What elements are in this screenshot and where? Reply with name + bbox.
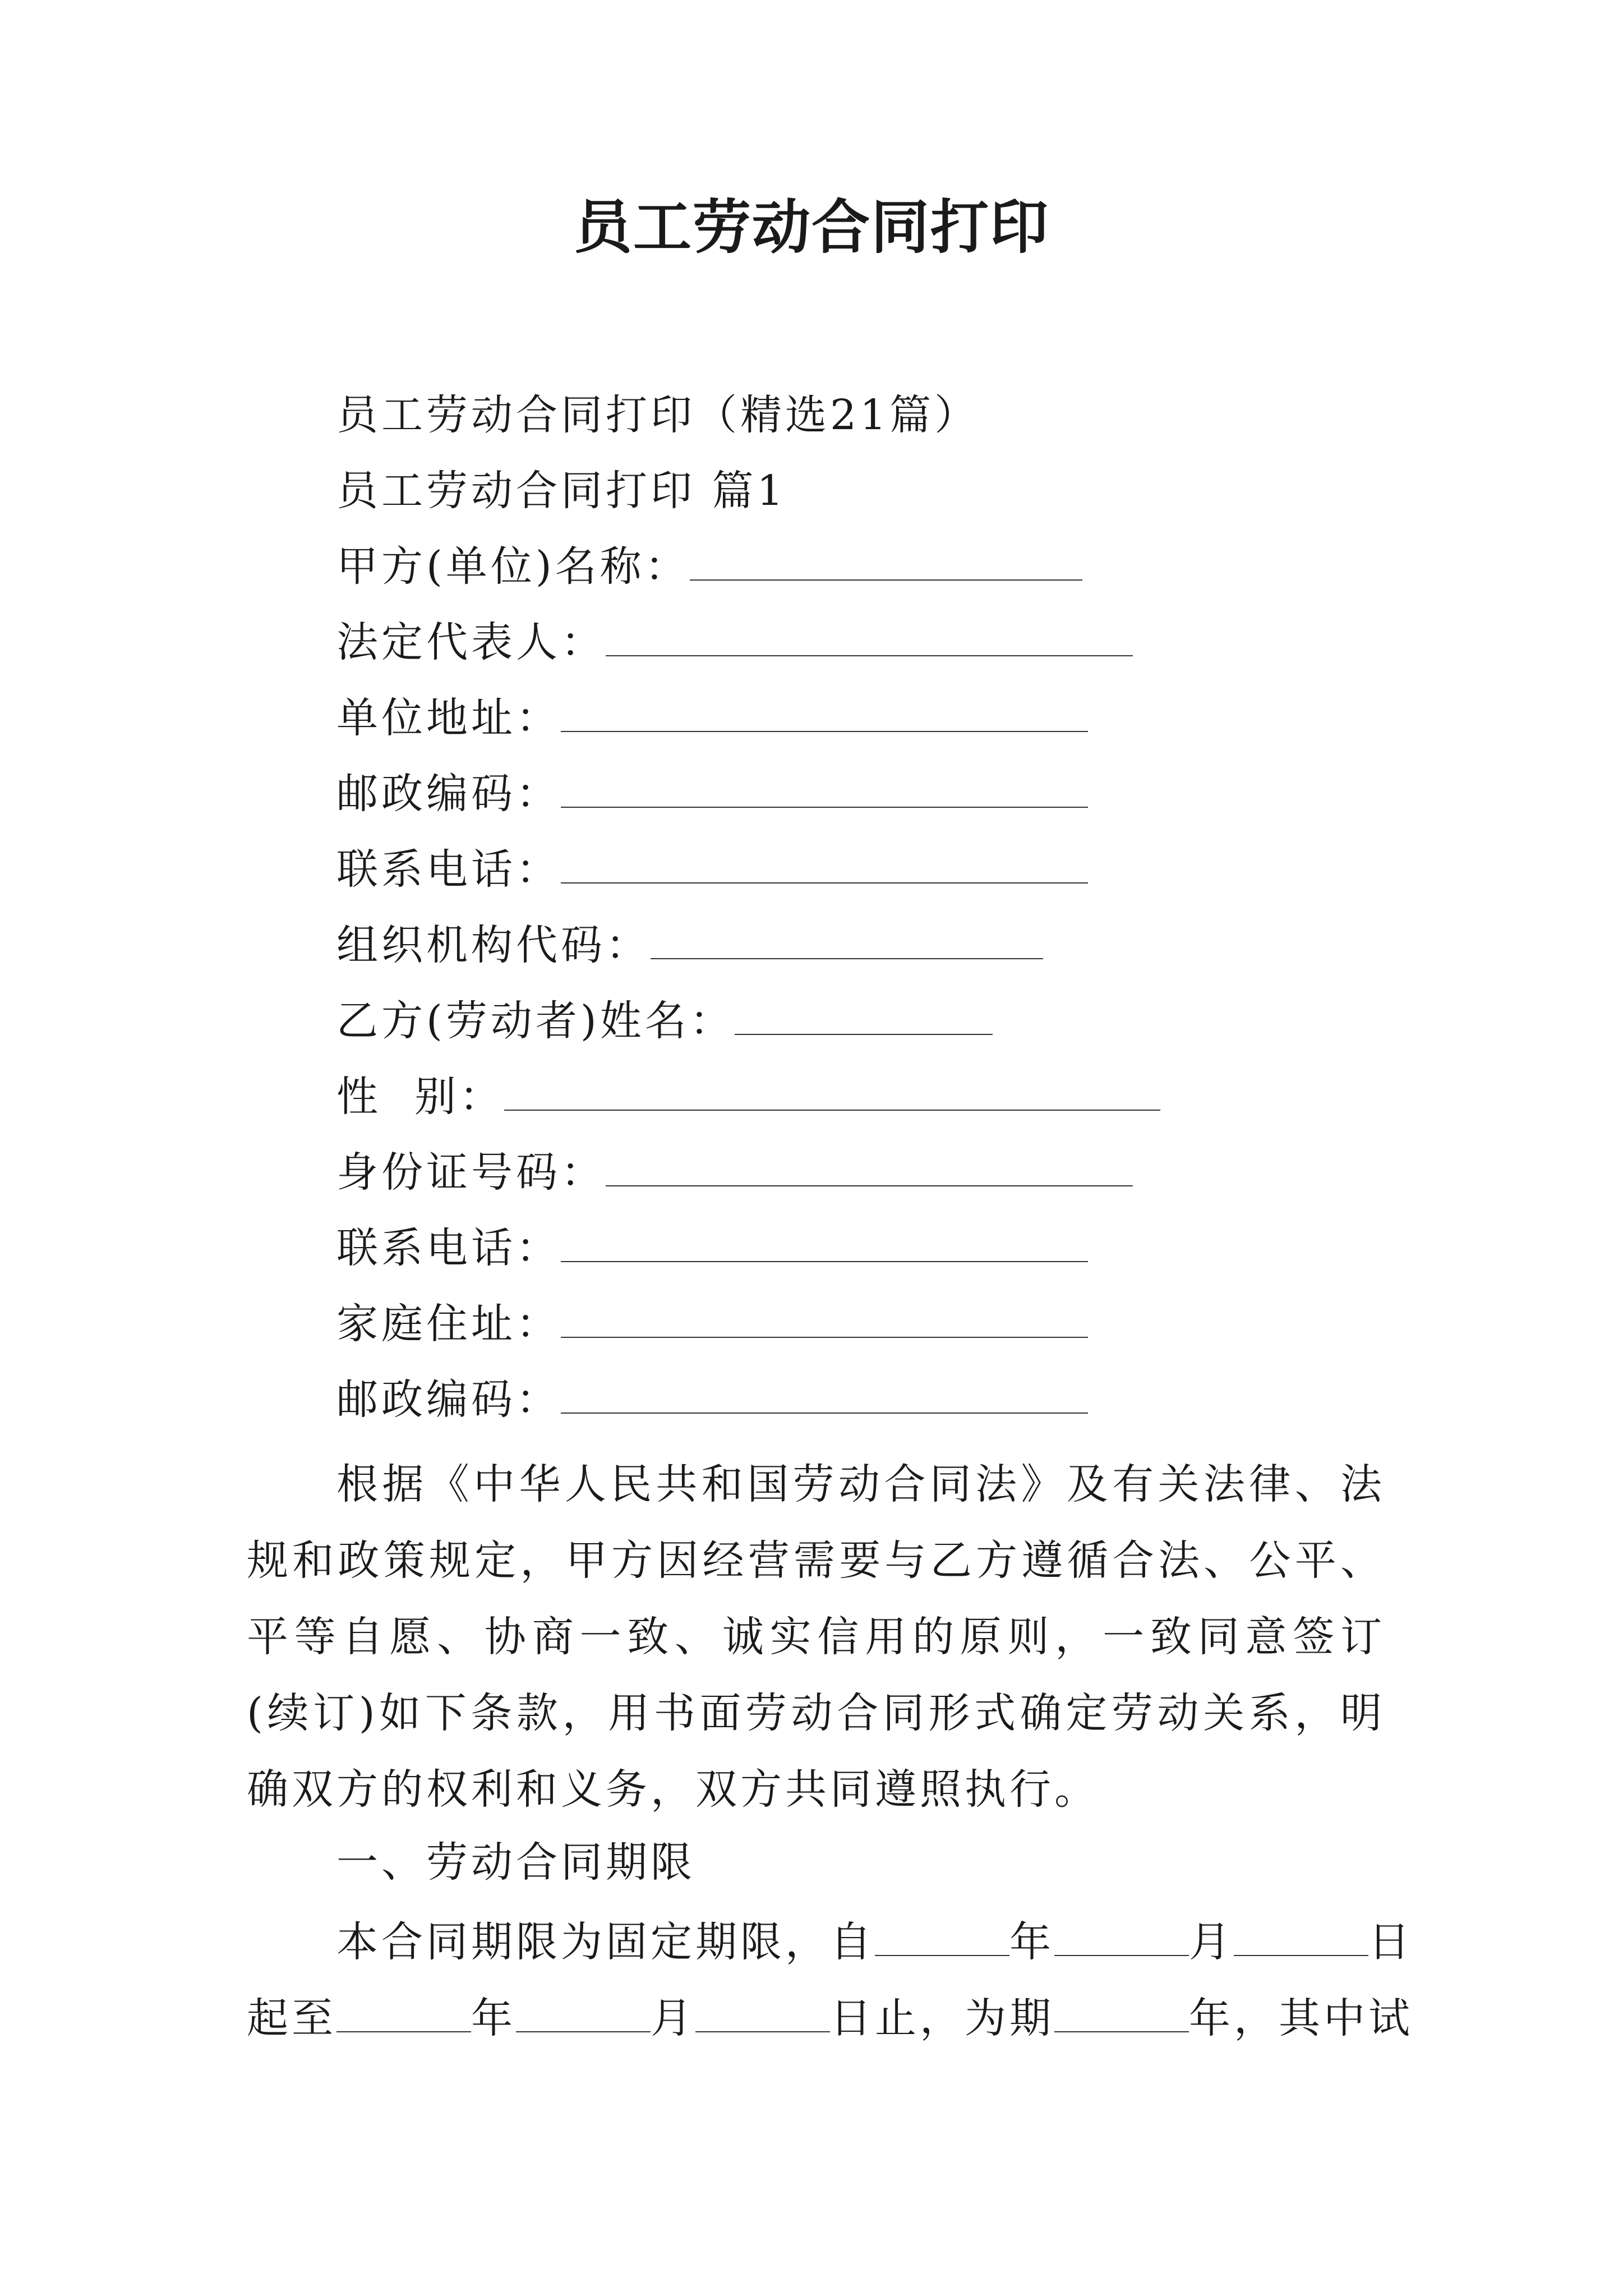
- field-party-b-name: [336, 993, 993, 1049]
- contract-term-line-2: [247, 1980, 1413, 2056]
- term-text: 年，其中试: [1189, 1994, 1413, 2042]
- fill-in-blank: [1054, 1998, 1189, 2032]
- field-party-b-postcode: [336, 1372, 1088, 1428]
- document-title: 员工劳动合同打印: [573, 193, 1049, 261]
- term-month: 月: [1189, 1918, 1234, 1966]
- document-subtitle: 员工劳动合同打印（精选21篇）: [336, 391, 980, 439]
- fill-in-blank: [336, 1998, 471, 2032]
- term-text: 起至: [247, 1994, 336, 2042]
- field-label: 联系电话：: [336, 845, 561, 894]
- field-company-postcode: [336, 766, 1088, 822]
- field-label: 家庭住址：: [336, 1300, 561, 1348]
- term-text: 日止，为期: [830, 1994, 1054, 2042]
- intro-paragraph: 根据《中华人民共和国劳动合同法》及有关法律、法规和政策规定，甲方因经营需要与乙方遵循合法、公平、平等自愿、协商一致、诚实信用的原则，一致同意签订(续订)如下条款，用书面劳动合同形式确定劳动关系，明确双方的权利和义务，双方共同遵照执行。: [247, 1460, 1385, 1814]
- field-label: 法定代表人：: [336, 618, 606, 666]
- contract-term-paragraph: [247, 1904, 1413, 2056]
- field-company-phone: [336, 841, 1088, 898]
- fill-in-blank: [1054, 1921, 1189, 1956]
- term-year: 年: [471, 1994, 516, 2042]
- field-label: 身份证号码：: [336, 1148, 606, 1197]
- fill-in-blank: [1234, 1921, 1368, 1956]
- field-legal-representative: [336, 614, 1133, 670]
- fill-in-blank: [690, 546, 1082, 581]
- field-gender: [336, 1069, 1160, 1125]
- fill-in-blank: [606, 1152, 1133, 1186]
- field-party-b-phone: [336, 1220, 1088, 1276]
- fill-in-blank: [561, 1303, 1088, 1338]
- term-text: 本合同期限为固定期限，自: [336, 1918, 875, 1966]
- field-company-address: [336, 690, 1088, 746]
- field-label: 乙方(劳动者)姓名：: [336, 997, 735, 1045]
- fill-in-blank: [651, 924, 1043, 959]
- fill-in-blank: [561, 773, 1088, 808]
- fill-in-blank: [504, 1076, 1160, 1111]
- term-year: 年: [1009, 1918, 1054, 1966]
- contract-term-line-1: [247, 1904, 1413, 1980]
- fill-in-blank: [606, 622, 1133, 656]
- field-label: 性 别：: [336, 1073, 505, 1121]
- section-heading: 员工劳动合同打印 篇1: [336, 467, 787, 515]
- clause-1-heading: 一、劳动合同期限: [336, 1838, 695, 1887]
- fill-in-blank: [695, 1998, 830, 2032]
- field-label: 联系电话：: [336, 1224, 561, 1272]
- fill-in-blank: [735, 1000, 993, 1035]
- term-month: 月: [651, 1994, 695, 2042]
- field-organization-code: [336, 917, 1043, 973]
- field-label: 邮政编码：: [336, 770, 561, 818]
- field-home-address: [336, 1296, 1088, 1352]
- term-day: 日: [1368, 1918, 1413, 1966]
- fill-in-blank: [561, 1379, 1088, 1414]
- field-id-number: [336, 1144, 1133, 1200]
- field-label: 单位地址：: [336, 694, 561, 742]
- fill-in-blank: [875, 1921, 1009, 1956]
- field-party-a-name: [336, 539, 1082, 595]
- fill-in-blank: [561, 697, 1088, 732]
- field-label: 邮政编码：: [336, 1375, 561, 1424]
- field-label: 甲方(单位)名称：: [336, 542, 690, 591]
- fill-in-blank: [561, 1227, 1088, 1262]
- field-label: 组织机构代码：: [336, 921, 651, 969]
- fill-in-blank: [561, 849, 1088, 884]
- fill-in-blank: [516, 1998, 651, 2032]
